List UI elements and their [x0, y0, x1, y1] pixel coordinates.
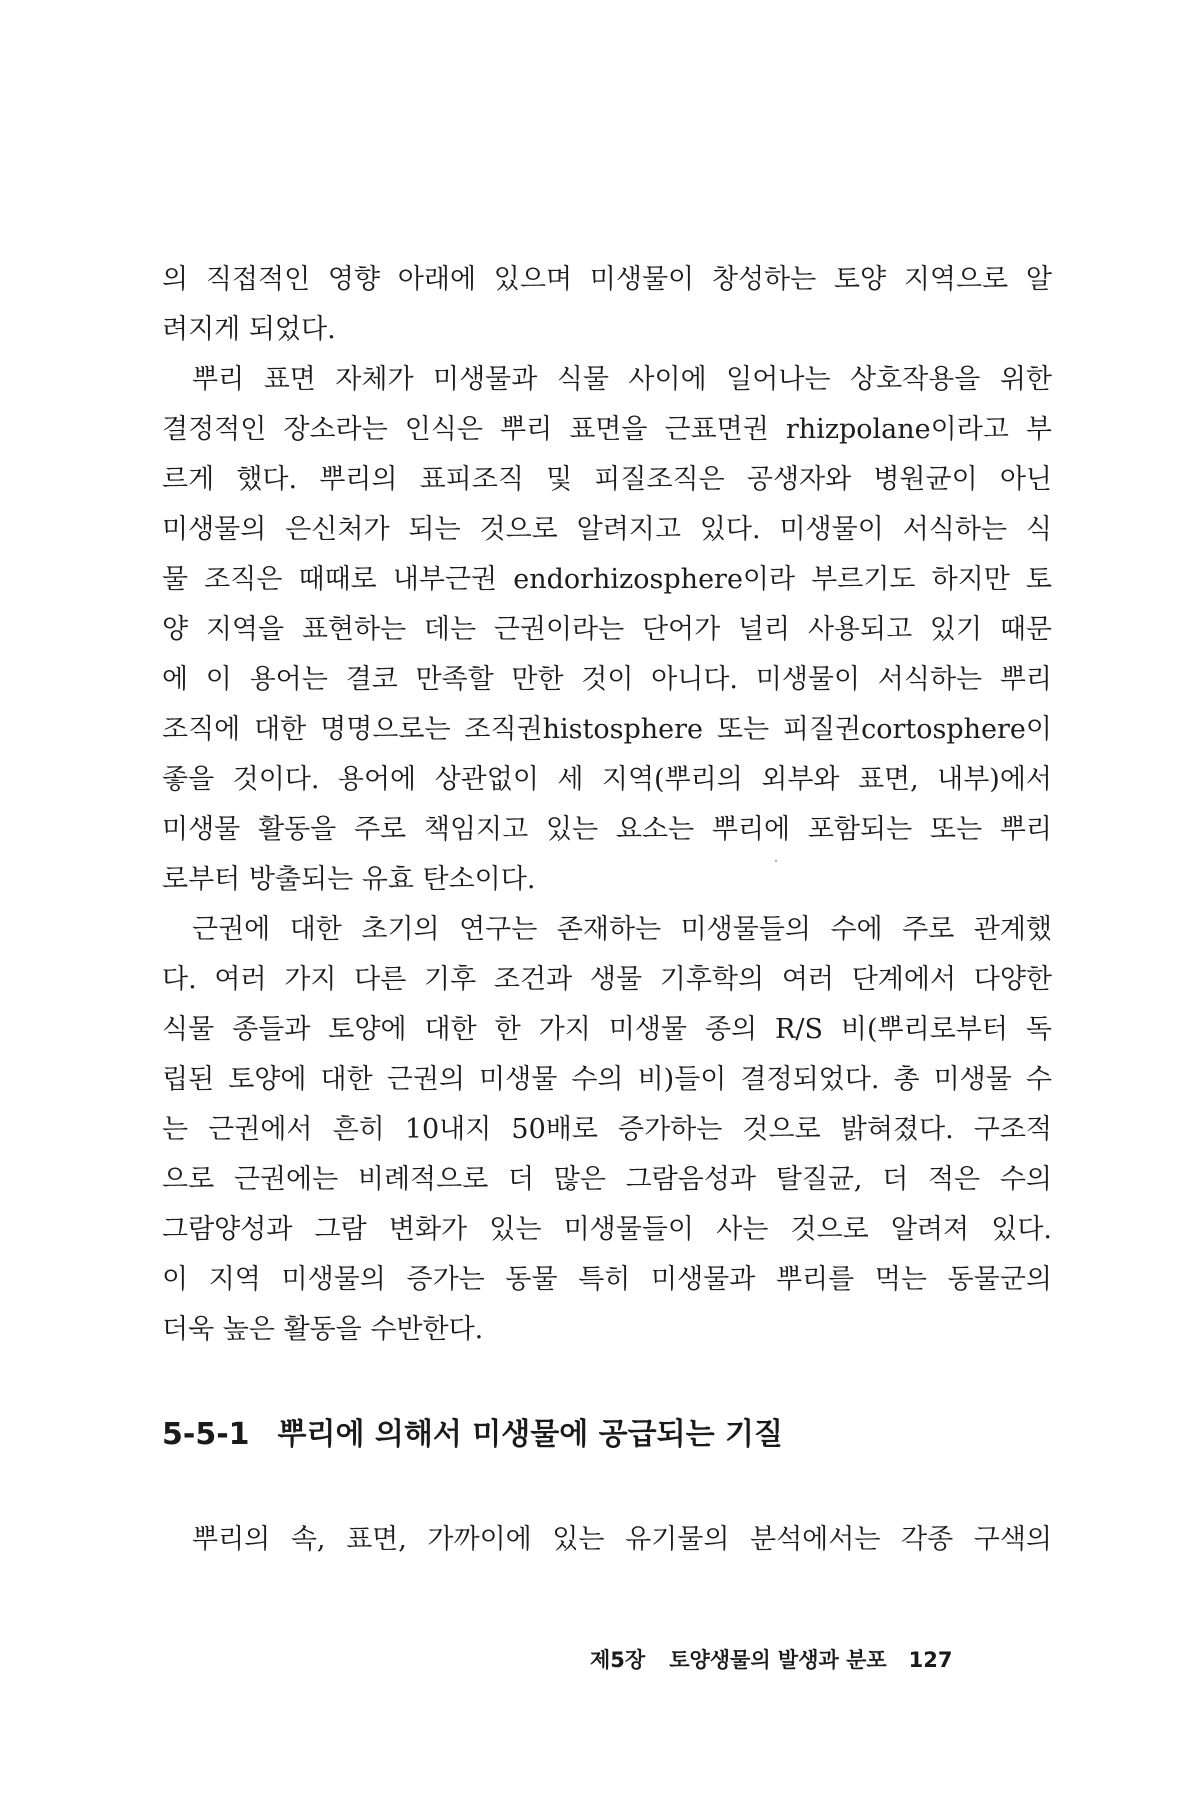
text-line: 로부터 방출되는 유효 탄소이다. [162, 864, 536, 895]
paragraph-3 [162, 905, 1052, 1355]
text-line: 근권에 대한 초기의 연구는 존재하는 미생물들의 수에 주로 관계했 [192, 914, 1052, 945]
section-body [162, 1515, 1052, 1565]
text-line: 이 지역 미생물의 증가는 동물 특히 미생물과 뿌리를 먹는 동물군의 [162, 1264, 1052, 1295]
text-line: 결정적인 장소라는 인식은 뿌리 표면을 근표면권 rhizpolane이라고 부 [162, 414, 1052, 445]
text-line: 려지게 되었다. [162, 314, 336, 345]
text-line: 그람양성과 그람 변화가 있는 미생물들이 사는 것으로 알려져 있다. [162, 1214, 1052, 1245]
text-line: 물 조직은 때때로 내부근권 endorhizosphere이라 부르기도 하지만 토 [162, 564, 1052, 595]
text-line: 양 지역을 표현하는 데는 근권이라는 단어가 널리 사용되고 있기 때문 [162, 614, 1052, 645]
text-line: 의 직접적인 영향 아래에 있으며 미생물이 창성하는 토양 지역으로 알 [162, 264, 1052, 295]
text-line: 뿌리의 속, 표면, 가까이에 있는 유기물의 분석에서는 각종 구색의 [192, 1524, 1052, 1555]
scan-speck [775, 860, 777, 862]
text-line: 는 근권에서 흔히 10내지 50배로 증가하는 것으로 밝혀졌다. 구조적 [162, 1114, 1052, 1145]
body-text [162, 255, 1052, 1355]
text-line: 르게 했다. 뿌리의 표피조직 및 피질조직은 공생자와 병원균이 아닌 [162, 464, 1052, 495]
text-line: 미생물 활동을 주로 책임지고 있는 요소는 뿌리에 포함되는 또는 뿌리 [162, 814, 1052, 845]
paragraph-1 [162, 255, 1052, 355]
text-line: 으로 근권에는 비례적으로 더 많은 그람음성과 탈질균, 더 적은 수의 [162, 1164, 1052, 1195]
footer-chapter: 제5장 [590, 1648, 646, 1672]
text-line: 다. 여러 가지 다른 기후 조건과 생물 기후학의 여러 단계에서 다양한 [162, 964, 1052, 995]
text-line: 더욱 높은 활동을 수반한다. [162, 1314, 484, 1345]
text-line: 미생물의 은신처가 되는 것으로 알려지고 있다. 미생물이 서식하는 식 [162, 514, 1052, 545]
footer-title: 토양생물의 발생과 분포 [669, 1648, 887, 1672]
section-number: 5-5-1 [162, 1417, 250, 1452]
text-line: 좋을 것이다. 용어에 상관없이 세 지역(뿌리의 외부와 표면, 내부)에서 [162, 764, 1052, 795]
text-line: 에 이 용어는 결코 만족할 만한 것이 아니다. 미생물이 서식하는 뿌리 [162, 664, 1052, 695]
text-line: 립된 토양에 대한 근권의 미생물 수의 비)들이 결정되었다. 총 미생물 수 [162, 1064, 1052, 1095]
text-line: 조직에 대한 명명으로는 조직권histosphere 또는 피질권cortosphere이 [162, 714, 1052, 745]
text-line: 식물 종들과 토양에 대한 한 가지 미생물 종의 R/S 비(뿌리로부터 독 [162, 1014, 1052, 1045]
running-footer [590, 1645, 953, 1675]
section-title: 뿌리에 의해서 미생물에 공급되는 기질 [277, 1417, 783, 1452]
section-heading [162, 1415, 783, 1455]
text-line: 뿌리 표면 자체가 미생물과 식물 사이에 일어나는 상호작용을 위한 [192, 364, 1052, 395]
page-number: 127 [908, 1648, 953, 1672]
paragraph-2 [162, 355, 1052, 905]
